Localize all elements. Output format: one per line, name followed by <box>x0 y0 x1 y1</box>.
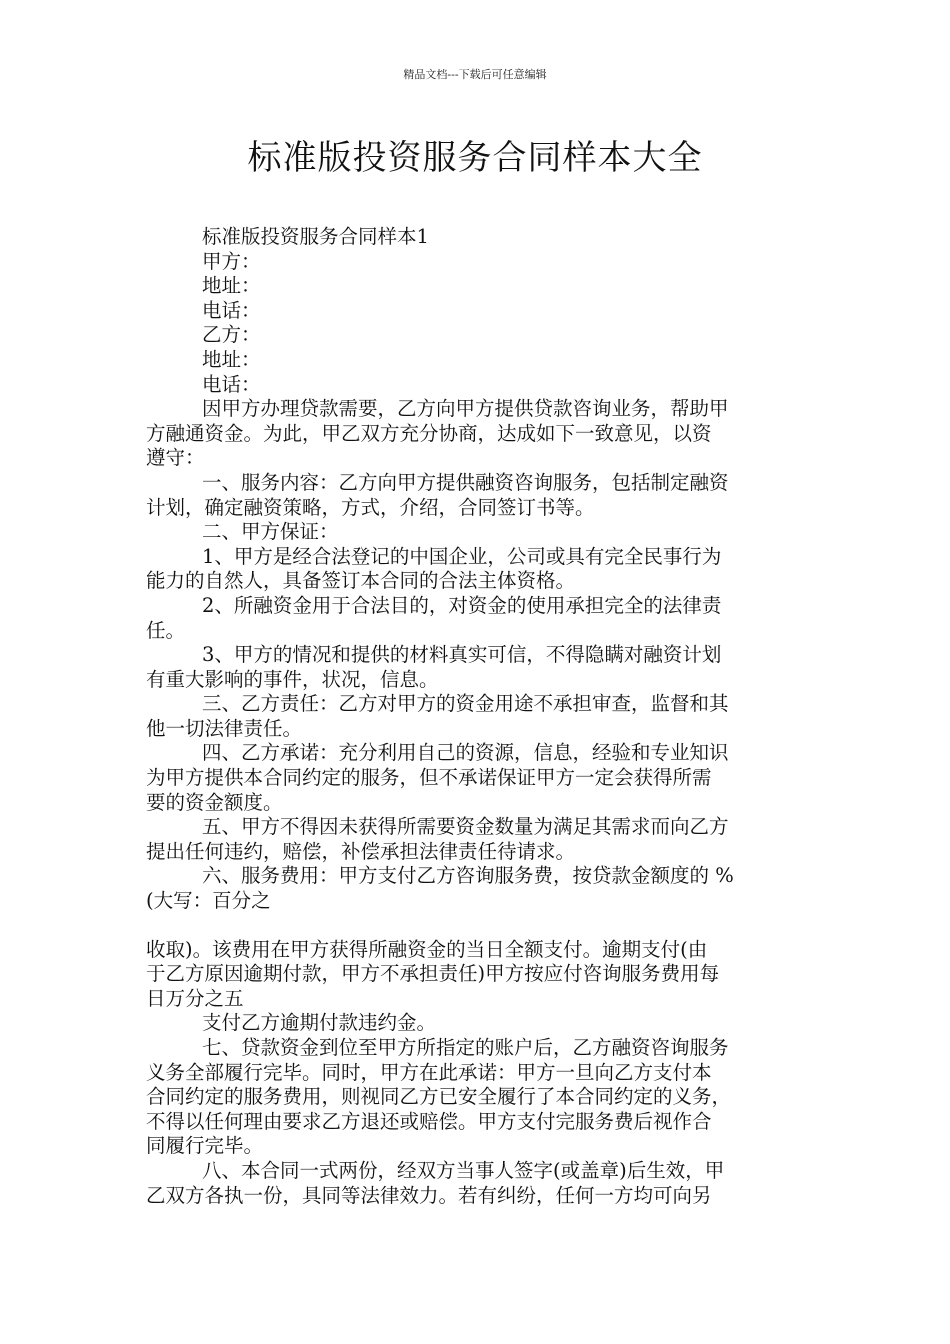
text-line: 任。 <box>146 618 186 642</box>
text-line: 五、甲方不得因未获得所需要资金数量为满足其需求而向乙方 <box>202 815 729 839</box>
text-line: 计划，确定融资策略，方式，介绍，合同签订书等。 <box>146 495 595 519</box>
text-line: 能力的自然人，具备签订本合同的合法主体资格。 <box>146 569 576 593</box>
text-line: 三、乙方责任：乙方对甲方的资金用途不承担审查，监督和其 <box>202 692 729 716</box>
text-line: 日万分之五 <box>146 986 244 1010</box>
document-body <box>146 225 810 1208</box>
text-line: 提出任何违约，赔偿，补偿承担法律责任待请求。 <box>146 839 576 863</box>
text-line: 标准版投资服务合同样本1 <box>202 225 429 248</box>
text-line: (大写：百分之 <box>146 889 271 913</box>
text-line: 他一切法律责任。 <box>146 716 303 740</box>
text-line: 1、甲方是经合法登记的中国企业，公司或具有完全民事行为 <box>202 544 722 568</box>
document-title: 标准版投资服务合同样本大全 <box>247 138 703 178</box>
text-line: 合同约定的服务费用，则视同乙方已安全履行了本合同约定的义务， <box>146 1085 732 1109</box>
text-line: 地址： <box>202 347 261 371</box>
text-line <box>146 914 810 938</box>
text-line: 义务全部履行完毕。同时，甲方在此承诺：甲方一旦向乙方支付本 <box>146 1060 712 1084</box>
text-line: 2、所融资金用于合法目的，对资金的使用承担完全的法律责 <box>202 593 722 617</box>
text-line: 为甲方提供本合同约定的服务，但不承诺保证甲方一定会获得所需 <box>146 766 712 790</box>
text-line: 方融通资金。为此，甲乙双方充分协商，达成如下一致意见，以资 <box>146 421 712 445</box>
text-line: 乙双方各执一份，具同等法律效力。若有纠纷，任何一方均可向另 <box>146 1183 712 1207</box>
text-line: 同履行完毕。 <box>146 1134 264 1158</box>
text-line: 电话： <box>202 372 261 396</box>
text-line: 要的资金额度。 <box>146 790 283 814</box>
text-line: 有重大影响的事件，状况，信息。 <box>146 667 439 691</box>
text-line: 七、贷款资金到位至甲方所指定的账户后，乙方融资咨询服务 <box>202 1036 729 1059</box>
text-line: 3、甲方的情况和提供的材料真实可信，不得隐瞒对融资计划 <box>202 643 722 667</box>
text-line: 电话： <box>202 298 261 322</box>
text-line: 支付乙方逾期付款违约金。 <box>202 1011 437 1035</box>
text-line: 收取)。该费用在甲方获得所融资金的当日全额支付。逾期支付(由 <box>146 937 708 961</box>
text-line: 地址： <box>202 274 261 298</box>
text-line: 甲方： <box>202 249 261 273</box>
text-line: 因甲方办理贷款需要，乙方向甲方提供贷款咨询业务，帮助甲 <box>202 397 729 421</box>
text-line: 乙方： <box>202 323 261 347</box>
page-header: 精品文档---下载后可任意编辑 <box>403 68 547 81</box>
text-line: 六、服务费用：甲方支付乙方咨询服务费，按贷款金额度的 % <box>202 864 734 888</box>
text-line: 四、乙方承诺：充分利用自己的资源，信息，经验和专业知识 <box>202 741 729 765</box>
text-line: 不得以任何理由要求乙方退还或赔偿。甲方支付完服务费后视作合 <box>146 1109 712 1133</box>
text-line: 遵守： <box>146 446 205 470</box>
text-line: 于乙方原因逾期付款，甲方不承担责任)甲方按应付咨询服务费用每 <box>146 962 720 986</box>
text-line: 八、本合同一式两份，经双方当事人签字(或盖章)后生效，甲 <box>202 1158 725 1182</box>
text-line: 一、服务内容：乙方向甲方提供融资咨询服务，包括制定融资 <box>202 470 729 494</box>
text-line: 二、甲方保证： <box>202 520 339 544</box>
